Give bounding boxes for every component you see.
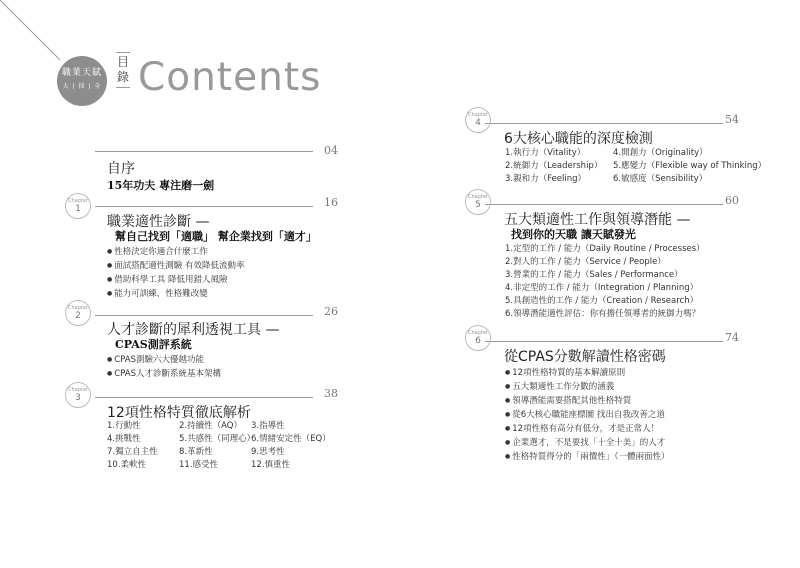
list-item: ● 能力可訓練，性格難改變 — [107, 287, 244, 301]
grid-item: 2.統御力（Leadership） — [505, 161, 603, 171]
list-item: ● 面試搭配適性測驗 有效降低流動率 — [107, 259, 244, 273]
page-number: 60 — [725, 194, 739, 207]
topic-list — [505, 243, 705, 321]
list-item: ● 性格特質得分的「兩價性」（一體兩面性） — [505, 450, 670, 464]
grid-item: 12.慎重性 — [251, 460, 291, 470]
section-title: 人才診斷的犀利透視工具 — — [107, 322, 280, 338]
list-item: ● CPAS人才診斷系統基本架構 — [107, 367, 221, 381]
grid-item: 3.親和力（Feeling） — [505, 174, 586, 184]
grid-item: 1.執行力（Vitality） — [505, 148, 586, 158]
trait-grid — [107, 420, 331, 472]
topic-list — [505, 366, 670, 464]
section-title: 自序 — [107, 161, 135, 177]
list-item: ● 借助科學工具 降低用錯人風險 — [107, 273, 244, 287]
section-subtitle: 15年功夫 專注磨一劍 — [107, 179, 215, 192]
grid-item: 7.獨立自主性 — [107, 447, 158, 457]
competency-grid — [505, 147, 767, 186]
section-rule — [95, 151, 313, 152]
page-number: 74 — [725, 331, 739, 344]
list-item: ● 12項性格特質的基本解讀原則 — [505, 366, 670, 380]
list-item: ● 性格決定你適合什麼工作 — [107, 245, 244, 259]
section-title: 6大核心職能的深度檢測 — [504, 131, 653, 147]
grid-item: 6.情緒安定性（EQ） — [251, 434, 331, 444]
topic-list — [107, 353, 221, 381]
grid-item: 10.柔軟性 — [107, 460, 147, 470]
section-rule — [485, 204, 723, 205]
chapter-badge: Chapter 3 — [65, 382, 91, 408]
grid-item: 9.思考性 — [251, 447, 285, 457]
section-title: 從CPAS分數解讀性格密碼 — [504, 349, 666, 365]
section-subtitle: CPAS測評系統 — [115, 338, 192, 351]
list-item: ● 領導潛能需要搭配其他性格特質 — [505, 394, 670, 408]
chapter-badge: Chapter 4 — [465, 107, 491, 133]
list-item: 4.非定型的工作 / 能力（Integration / Planning） — [505, 283, 699, 293]
topic-list — [107, 245, 244, 301]
chapter-badge: Chapter 2 — [65, 300, 91, 326]
list-item: ● 五大類適性工作分數的涵義 — [505, 380, 670, 394]
chapter-badge: Chapter 5 — [465, 189, 491, 215]
page-number: 26 — [324, 305, 338, 318]
grid-item: 5.共感性（同理心） — [179, 434, 256, 444]
section-title: 五大類適性工作與領導潛能 — — [504, 212, 691, 228]
grid-item: 4.挑戰性 — [107, 434, 141, 444]
chapter-badge: Chapter 1 — [65, 193, 91, 219]
logo-title: 職業天賦 — [61, 68, 102, 78]
list-item: 5.具創造性的工作 / 能力（Creation / Research） — [505, 296, 699, 306]
grid-item: 8.革新性 — [179, 447, 213, 457]
page-number: 04 — [324, 144, 338, 157]
section-subtitle: 幫自己找到「適職」 幫企業找到「適才」 — [115, 230, 317, 243]
section-rule — [485, 341, 723, 342]
corner-decoration-line — [0, 0, 60, 60]
section-rule — [95, 397, 313, 398]
list-item: ● CPAS測驗六大優越功能 — [107, 353, 221, 367]
grid-item: 5.應變力（Flexible way of Thinking） — [613, 161, 767, 171]
section-rule — [485, 123, 723, 124]
section-rule — [95, 315, 313, 316]
grid-item: 2.持續性（AQ） — [179, 421, 242, 431]
page-title: Contents — [138, 55, 322, 100]
grid-item: 11.感受性 — [179, 460, 219, 470]
toc-label: 目錄 — [116, 52, 130, 88]
section-subtitle: 找到你的天職 讓天賦發光 — [511, 228, 636, 241]
grid-item: 3.指導性 — [251, 421, 285, 431]
page-number: 54 — [725, 113, 739, 126]
section-title: 職業適性診斷 — — [107, 214, 210, 230]
page-number: 38 — [324, 387, 338, 400]
list-item: ● 12項性格有高分有低分，才是正常人！ — [505, 422, 670, 436]
list-item: ● 企業選才，不是要找「十全十美」的人才 — [505, 436, 670, 450]
list-item: 1.定型的工作 / 能力（Daily Routine / Processes） — [505, 244, 705, 254]
list-item: 6.領導潛能適性評估：你有擔任領導者的統御力嗎？ — [505, 309, 701, 319]
list-item: 2.對人的工作 / 能力（Service / People） — [505, 257, 666, 267]
grid-item: 6.敏感度（Sensibility） — [613, 174, 708, 184]
page-number: 16 — [324, 196, 338, 209]
section-title: 12項性格特質徹底解析 — [107, 405, 251, 421]
logo-subtitle: 大 | 採 | 全 — [62, 83, 102, 90]
section-rule — [95, 206, 313, 207]
grid-item: 1.行動性 — [107, 421, 141, 431]
grid-item: 4.開創力（Originality） — [613, 148, 708, 158]
book-logo — [57, 56, 107, 106]
list-item: ● 從6大核心職能座標圖 找出自我改善之道 — [505, 408, 670, 422]
chapter-badge: Chapter 6 — [465, 325, 491, 351]
list-item: 3.營業的工作 / 能力（Sales / Performance） — [505, 270, 683, 280]
